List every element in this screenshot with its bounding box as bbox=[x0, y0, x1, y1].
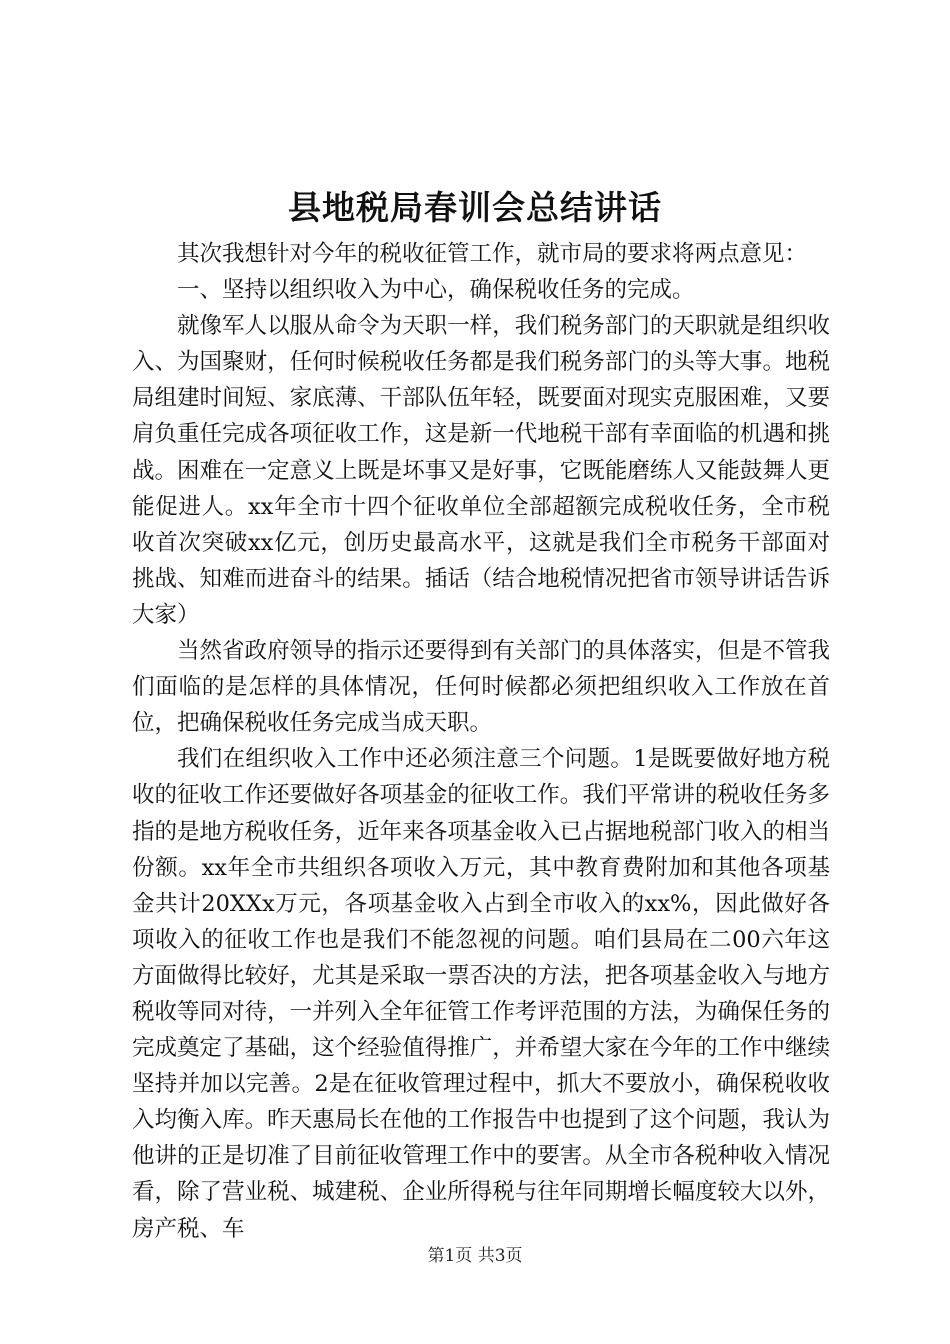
paragraph-implementation: 当然省政府领导的指示还要得到有关部门的具体落实，但是不管我们面临的是怎样的具体情况，任何时候都必须把组织收入工作放在首位，把确保税收任务完成当成天职。 bbox=[132, 638, 830, 737]
page-number-footer: 第1页 共3页 bbox=[427, 1246, 523, 1266]
paragraph-intro: 其次我想针对今年的税收征管工作，就市局的要求将两点意见： bbox=[177, 241, 808, 267]
document-title: 县地税局春训会总结讲话 bbox=[288, 188, 662, 227]
paragraph-heading-one: 一、坚持以组织收入为中心，确保税收任务的完成。 bbox=[177, 277, 695, 304]
paragraph-duty: 就像军人以服从命令为天职一样，我们税务部门的天职就是组织收入、为国聚财，任何时候税收任务都是我们税务部门的头等大事。地税局组建时间短、家底薄、干部队伍年轻，既要面对现实克服困难，又要肩负重任完成各项征收工作，这是新一代地税干部有幸面临的机遇和挑战。困难在一定意义上既是坏事又是好事，它既能磨练人又能鼓舞人更能促进人。xx年全市十四个征收单位全部超额完成税收任务，全市税收首次突破xx亿元，创历史最高水平，这就是我们全市税务干部面对挑战、知难而进奋斗的结果。插话（结合地税情况把省市领导讲话告诉大家） bbox=[132, 313, 830, 628]
document-body bbox=[132, 236, 830, 1247]
paragraph-three-issues: 我们在组织收入工作中还必须注意三个问题。1是既要做好地方税收的征收工作还要做好各项基金的征收工作。我们平常讲的税收任务多指的是地方税收任务，近年来各项基金收入已占据地税部门收入的相当份额。xx年全市共组织各项收入万元，其中教育费附加和其他各项基金共计20XXx万元，各项基金收入占到全市收入的xx%，因此做好各项收入的征收工作也是我们不能忽视的问题。咱们县局在二00六年这方面做得比较好，尤其是采取一票否决的方法，把各项基金收入与地方税收等同对待，一并列入全年征管工作考评范围的方法，为确保任务的完成奠定了基础，这个经验值得推广，并希望大家在今年的工作中继续坚持并加以完善。2是在征收管理过程中，抓大不要放小，确保税收收入均衡入库。昨天惠局长在他的工作报告中也提到了这个问题，我认为他讲的正是切准了目前征收管理工作中的要害。从全市各税种收入情况看，除了营业税、城建税、企业所得税与往年同期增长幅度较大以外，房产税、车 bbox=[132, 746, 830, 1242]
